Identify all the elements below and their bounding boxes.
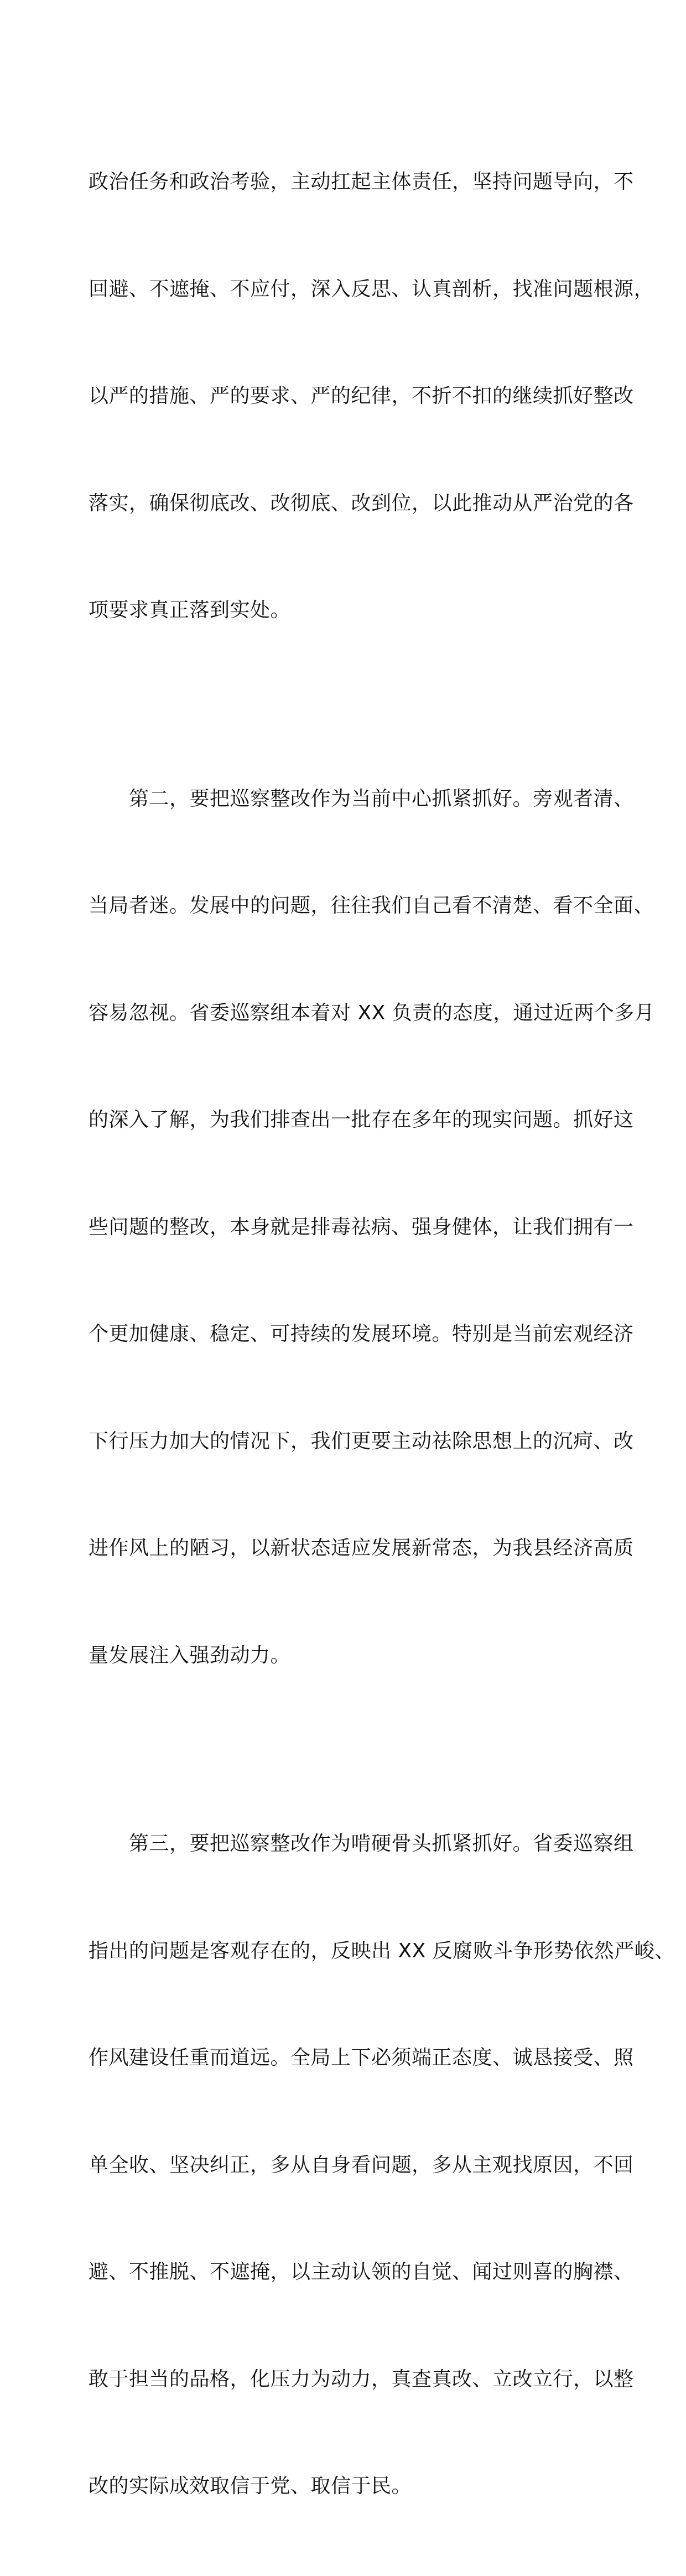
text-line: 避、不推脱、不遮掩，以主动认领的自觉、闻过则喜的胸襟、	[89, 2261, 634, 2283]
text-line: 下行压力加大的情况下，我们更要主动祛除思想上的沉疴、改	[89, 1429, 634, 1453]
text-line: 些问题的整改，本身就是排毒祛病、强身健体，让我们拥有一	[89, 1215, 634, 1238]
text-line: 单全收、坚决纠正，多从自身看问题，多从主观找原因，不回	[89, 2153, 634, 2176]
text-line: 的深入了解，为我们排查出一批存在多年的现实问题。抓好这	[89, 1108, 634, 1131]
text-line: 容易忽视。省委巡察组本着对 XX 负责的态度，通过近两个多月	[89, 1001, 655, 1024]
text-line: 进作风上的陋习，以新状态适应发展新常态，为我县经济高质	[89, 1537, 634, 1559]
text-line: 第三，要把巡察整改作为啃硬骨头抓紧抓好。省委巡察组	[89, 1832, 634, 1855]
paragraph-2	[89, 710, 655, 1745]
text-line: 作风建设任重而道远。全局上下必须端正态度、诚恳接受、照	[89, 2046, 634, 2069]
text-line: 回避、不遮掩、不应付，深入反思、认真剖析，找准问题根源，	[89, 277, 654, 300]
text-line: 第二，要把巡察整改作为当前中心抓紧抓好。旁观者清、	[89, 787, 634, 810]
text-line: 改的实际成效取信于党、取信于民。	[89, 2475, 412, 2497]
document-body	[89, 93, 675, 2576]
text-line: 当局者迷。发展中的问题，往往我们自己看不清楚、看不全面、	[89, 894, 654, 917]
text-line: 个更加健康、稳定、可持续的发展环境。特别是当前宏观经济	[89, 1323, 634, 1345]
paragraph-spacer	[89, 1745, 620, 1755]
paragraph-spacer	[89, 700, 620, 710]
text-line: 项要求真正落到实处。	[89, 599, 291, 621]
paragraph-1	[89, 93, 654, 700]
text-line: 落实，确保彻底改、改彻底、改到位，以此推动从严治党的各	[89, 491, 634, 515]
text-line: 敢于担当的品格，化压力为动力，真查真改、立改立行，以整	[89, 2367, 634, 2391]
text-line: 政治任务和政治考验，主动扛起主体责任，坚持问题导向，不	[89, 170, 634, 193]
paragraph-3	[89, 1755, 675, 2576]
text-line: 指出的问题是客观存在的，反映出 XX 反腐败斗争形势依然严峻、	[89, 1939, 675, 1962]
text-line: 以严的措施、严的要求、严的纪律，不折不扣的继续抓好整改	[89, 385, 634, 407]
text-line: 量发展注入强劲动力。	[89, 1644, 291, 1667]
